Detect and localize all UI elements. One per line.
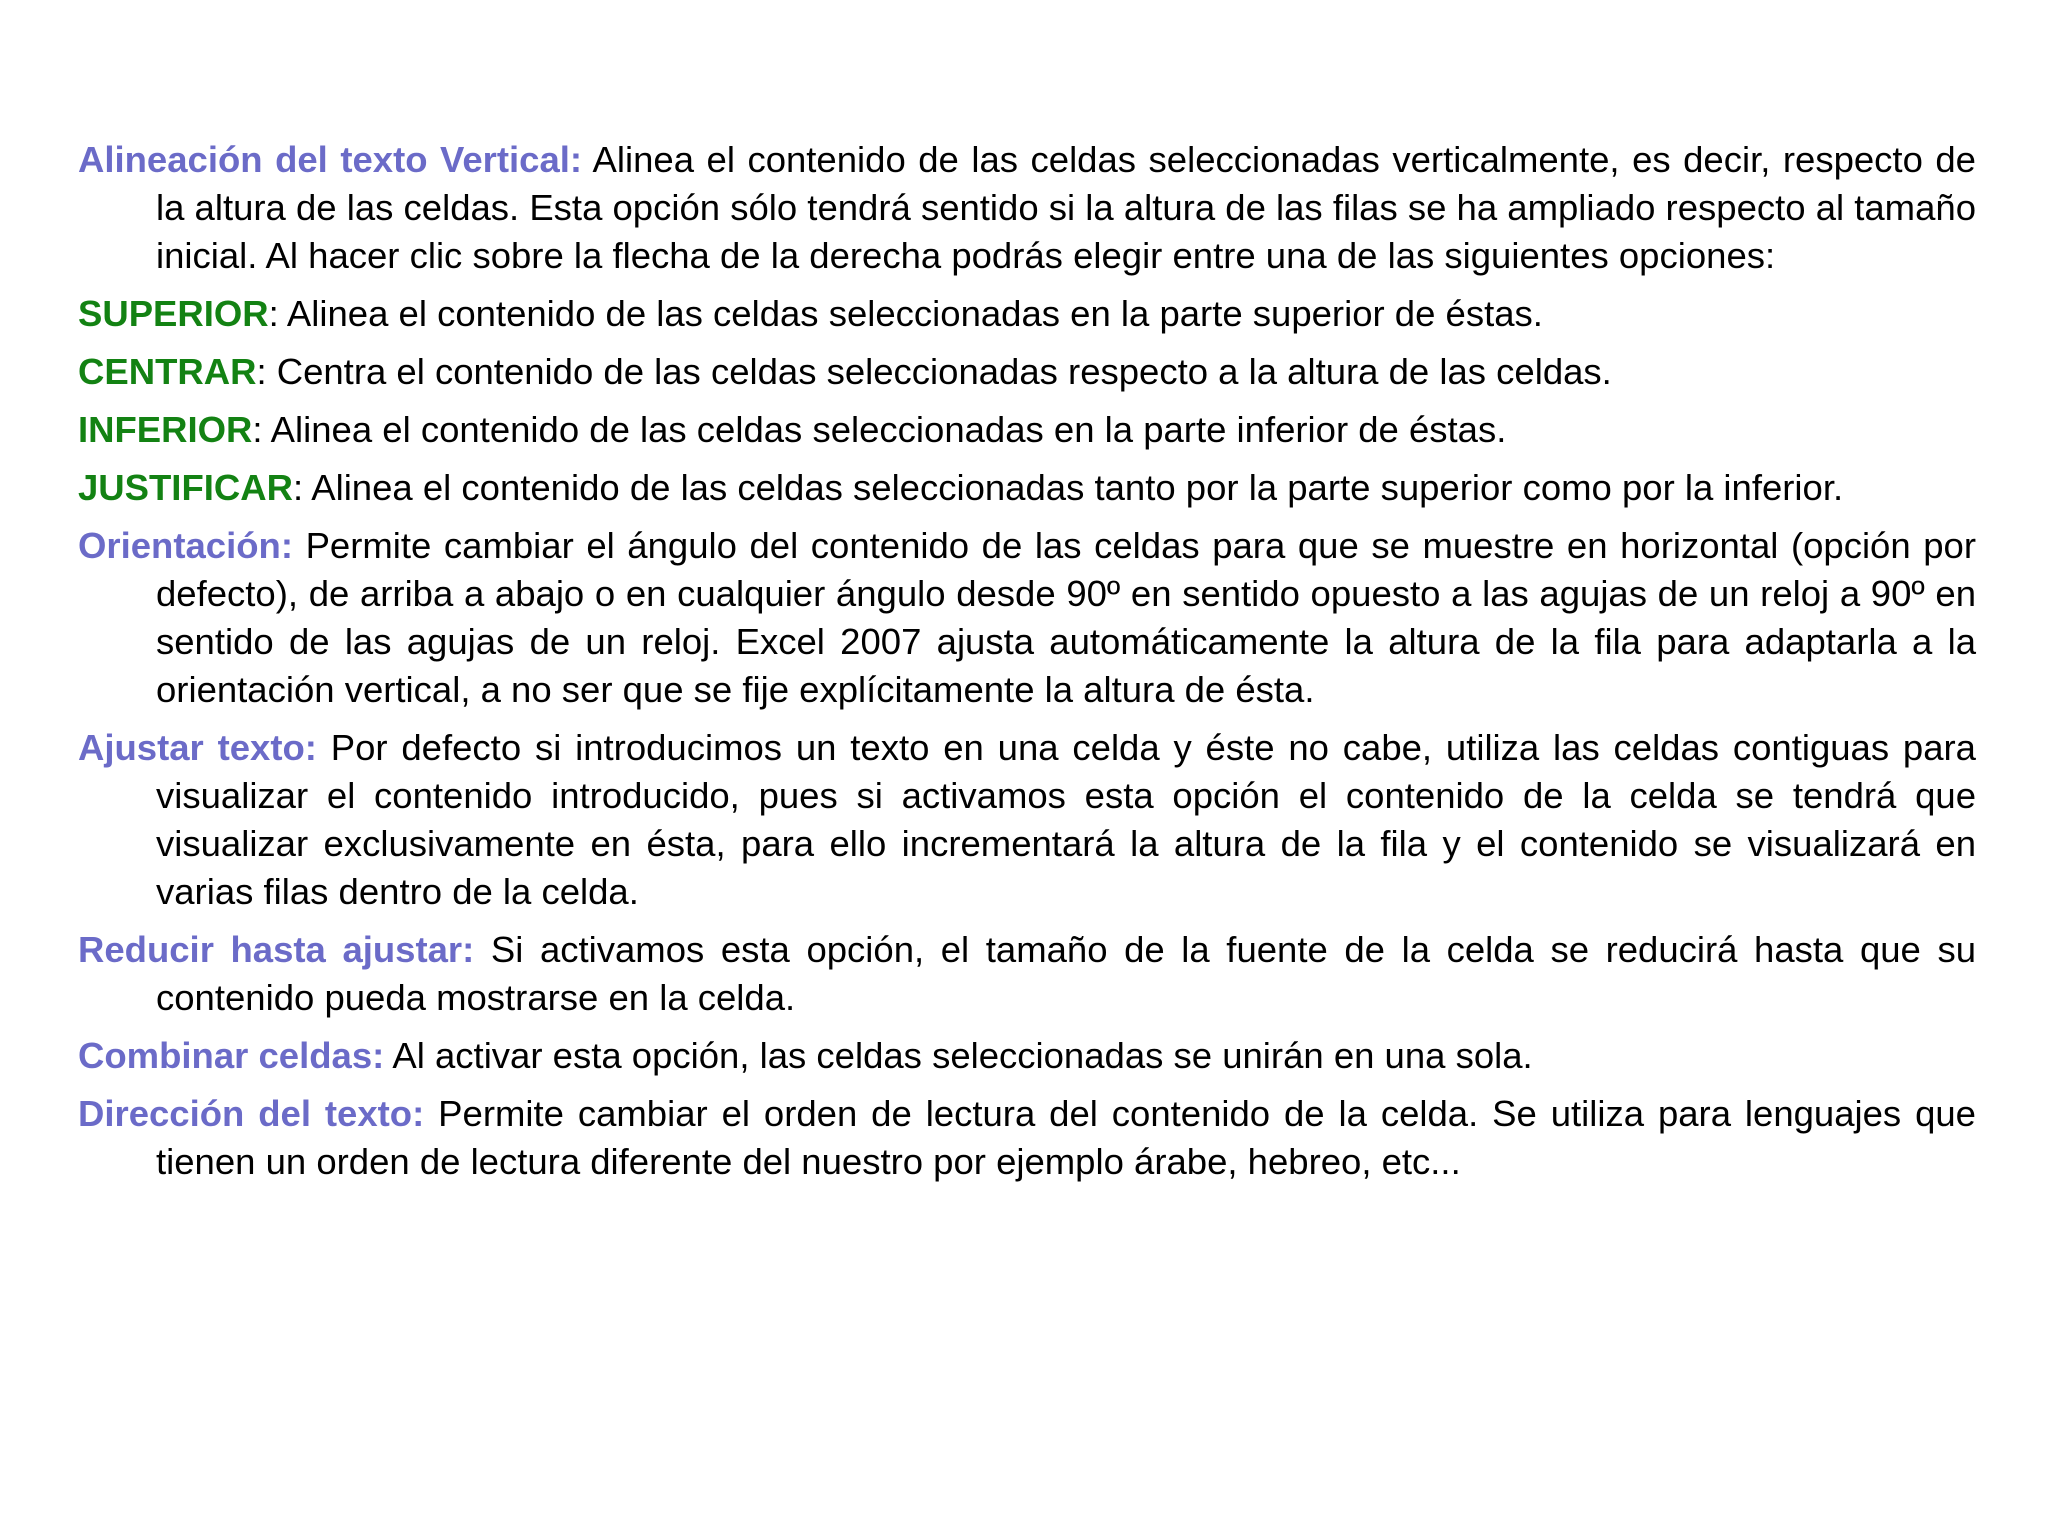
entry-term: Combinar celdas: — [78, 1035, 385, 1076]
entry-inferior — [78, 406, 1976, 454]
entry-term: Ajustar texto: — [78, 727, 317, 768]
entry-centrar — [78, 348, 1976, 396]
entry-vertical-alignment — [78, 136, 1976, 280]
entry-ajustar-texto — [78, 724, 1976, 916]
entry-text: : Alinea el contenido de las celdas seleccionadas tanto por la parte superior como por la inferior. — [292, 467, 1844, 508]
entry-term: JUSTIFICAR — [78, 467, 293, 508]
entry-justificar — [78, 464, 1976, 512]
entry-text: Si activamos esta opción, el tamaño de la fuente de la celda se reducirá hasta que su contenido pueda mostrarse en la celda. — [156, 929, 1976, 1018]
entry-term: Alineación del texto Vertical: — [78, 139, 583, 180]
document-body — [78, 136, 1976, 1196]
entry-superior — [78, 290, 1976, 338]
entry-term: CENTRAR — [78, 351, 257, 392]
entry-text: : Alinea el contenido de las celdas seleccionadas en la parte superior de éstas. — [268, 293, 1543, 334]
entry-text: : Centra el contenido de las celdas seleccionadas respecto a la altura de las celdas. — [256, 351, 1612, 392]
entry-orientacion — [78, 522, 1976, 714]
entry-text: Permite cambiar el orden de lectura del contenido de la celda. Se utiliza para lenguajes que tienen un orden de lectura diferente del nuestro por ejemplo árabe, hebreo, etc... — [156, 1093, 1976, 1182]
entry-text: : Alinea el contenido de las celdas seleccionadas en la parte inferior de éstas. — [252, 409, 1507, 450]
entry-text: Al activar esta opción, las celdas seleccionadas se unirán en una sola. — [384, 1035, 1533, 1076]
entry-combinar-celdas — [78, 1032, 1976, 1080]
entry-term: INFERIOR — [78, 409, 253, 450]
entry-term: Dirección del texto: — [78, 1093, 425, 1134]
entry-text: Alinea el contenido de las celdas seleccionadas verticalmente, es decir, respecto de la altura de las celdas. Esta opción sólo tendrá sentido si la altura de las filas se ha ampliado respecto al tamaño inicial. Al hacer clic sobre la flecha de la derecha podrás elegir entre una de las siguientes opciones: — [156, 139, 1976, 276]
entry-text: Permite cambiar el ángulo del contenido de las celdas para que se muestre en horizontal (opción por defecto), de arriba a abajo o en cualquier ángulo desde 90º en sentido opuesto a las agujas de un reloj a 90º en sentido de las agujas de un reloj. Excel 2007 ajusta automáticamente la altura de la fila para adaptarla a la orientación vertical, a no ser que se fije explícitamente la altura de ésta. — [156, 525, 1976, 710]
entry-term: Reducir hasta ajustar: — [78, 929, 475, 970]
entry-text: Por defecto si introducimos un texto en una celda y éste no cabe, utiliza las celdas contiguas para visualizar el contenido introducido, pues si activamos esta opción el contenido de la celda se tendrá que visualizar exclusivamente en ésta, para ello incrementará la altura de la fila y el contenido se visualizará en varias filas dentro de la celda. — [156, 727, 1976, 912]
entry-term: Orientación: — [78, 525, 293, 566]
entry-direccion-del-texto — [78, 1090, 1976, 1186]
entry-reducir-hasta-ajustar — [78, 926, 1976, 1022]
entry-term: SUPERIOR — [78, 293, 269, 334]
